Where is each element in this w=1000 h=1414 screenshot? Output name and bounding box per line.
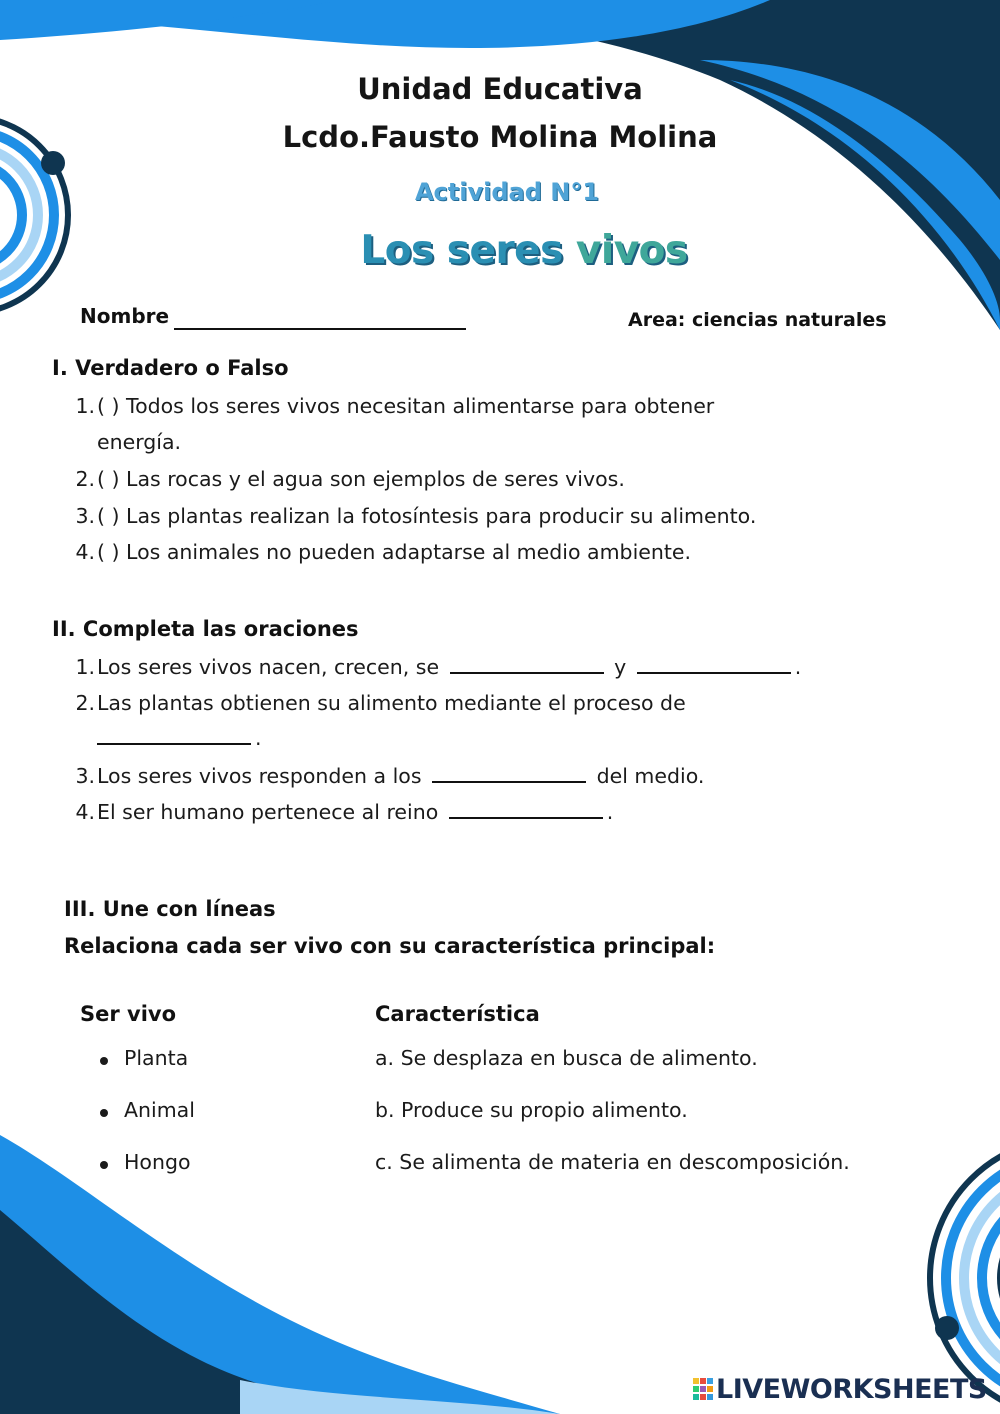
activity-number: Actividad N°1	[414, 178, 600, 206]
bullet-planta	[100, 1057, 108, 1065]
bullet-hongo	[100, 1161, 108, 1169]
column-header-caracteristica: Característica	[375, 1002, 540, 1026]
s2-item3-blank[interactable]	[432, 781, 586, 783]
title-part1: Los seres	[360, 228, 576, 273]
s1-item3-text[interactable]: ( ) Las plantas realizan la fotosíntesis para producir su alimento.	[97, 504, 757, 528]
school-name-line2: Lcdo.Fausto Molina Molina	[282, 120, 718, 154]
s2-item4-sentence	[97, 800, 613, 824]
being-planta[interactable]: Planta	[124, 1046, 189, 1070]
s2-item4-part2: .	[606, 800, 614, 824]
s2-item2-blank[interactable]	[97, 743, 251, 745]
nombre-input-line[interactable]	[174, 328, 466, 330]
s2-item1-part2: y	[607, 655, 633, 679]
s1-item3-number: 3.	[75, 504, 95, 528]
section3-instruction: Relaciona cada ser vivo con su característica principal:	[64, 934, 716, 958]
s2-item4-number: 4.	[75, 800, 95, 824]
s1-item4-number: 4.	[75, 540, 95, 564]
section2-heading: II. Completa las oraciones	[52, 617, 359, 641]
s1-item1-text[interactable]: ( ) Todos los seres vivos necesitan alimentarse para obtener	[97, 394, 715, 418]
nombre-label: Nombre	[80, 304, 170, 328]
trait-b[interactable]: b. Produce su propio alimento.	[375, 1098, 688, 1122]
column-header-ser-vivo: Ser vivo	[80, 1002, 177, 1026]
s1-item1-text-cont: energía.	[97, 430, 182, 454]
section1-heading: I. Verdadero o Falso	[52, 356, 289, 380]
s2-item1-number: 1.	[75, 655, 95, 679]
s2-item2-number: 2.	[75, 691, 95, 715]
s2-item4-blank[interactable]	[449, 817, 603, 819]
s2-item1-blank1[interactable]	[450, 672, 604, 674]
being-hongo[interactable]: Hongo	[124, 1150, 191, 1174]
being-animal[interactable]: Animal	[124, 1098, 195, 1122]
section3-heading: III. Une con líneas	[64, 897, 276, 921]
s1-item2-number: 2.	[75, 467, 95, 491]
liveworksheets-logo[interactable]	[692, 1374, 987, 1404]
worksheet-title	[0, 228, 1000, 273]
s2-item4-part1: El ser humano pertenece al reino	[97, 800, 445, 824]
s2-item3-number: 3.	[75, 764, 95, 788]
liveworksheets-logo-text: LIVEWORKSHEETS	[716, 1373, 987, 1405]
school-name-line1: Unidad Educativa	[357, 72, 643, 106]
s2-item2-sentence: Las plantas obtienen su alimento mediante el proceso de	[97, 691, 686, 715]
title-part2: vivos	[575, 228, 688, 273]
s2-item2-end: .	[255, 726, 262, 750]
bullet-animal	[100, 1109, 108, 1117]
s1-item2-text[interactable]: ( ) Las rocas y el agua son ejemplos de seres vivos.	[97, 467, 625, 491]
trait-c[interactable]: c. Se alimenta de materia en descomposición.	[375, 1150, 850, 1174]
s2-item1-part3: .	[794, 655, 802, 679]
liveworksheets-logo-icon	[692, 1377, 714, 1401]
s2-item1-part1: Los seres vivos nacen, crecen, se	[97, 655, 446, 679]
s2-item2-line2	[93, 726, 262, 750]
s2-item3-part1: Los seres vivos responden a los	[97, 764, 429, 788]
s2-item3-part2: del medio.	[590, 764, 705, 788]
trait-a[interactable]: a. Se desplaza en busca de alimento.	[375, 1046, 758, 1070]
s1-item1-number: 1.	[75, 394, 95, 418]
area-label: Area: ciencias naturales	[628, 309, 887, 331]
s2-item1-sentence	[97, 655, 801, 679]
s2-item1-blank2[interactable]	[637, 672, 791, 674]
s2-item3-sentence	[97, 764, 704, 788]
s1-item4-text[interactable]: ( ) Los animales no pueden adaptarse al medio ambiente.	[97, 540, 692, 564]
